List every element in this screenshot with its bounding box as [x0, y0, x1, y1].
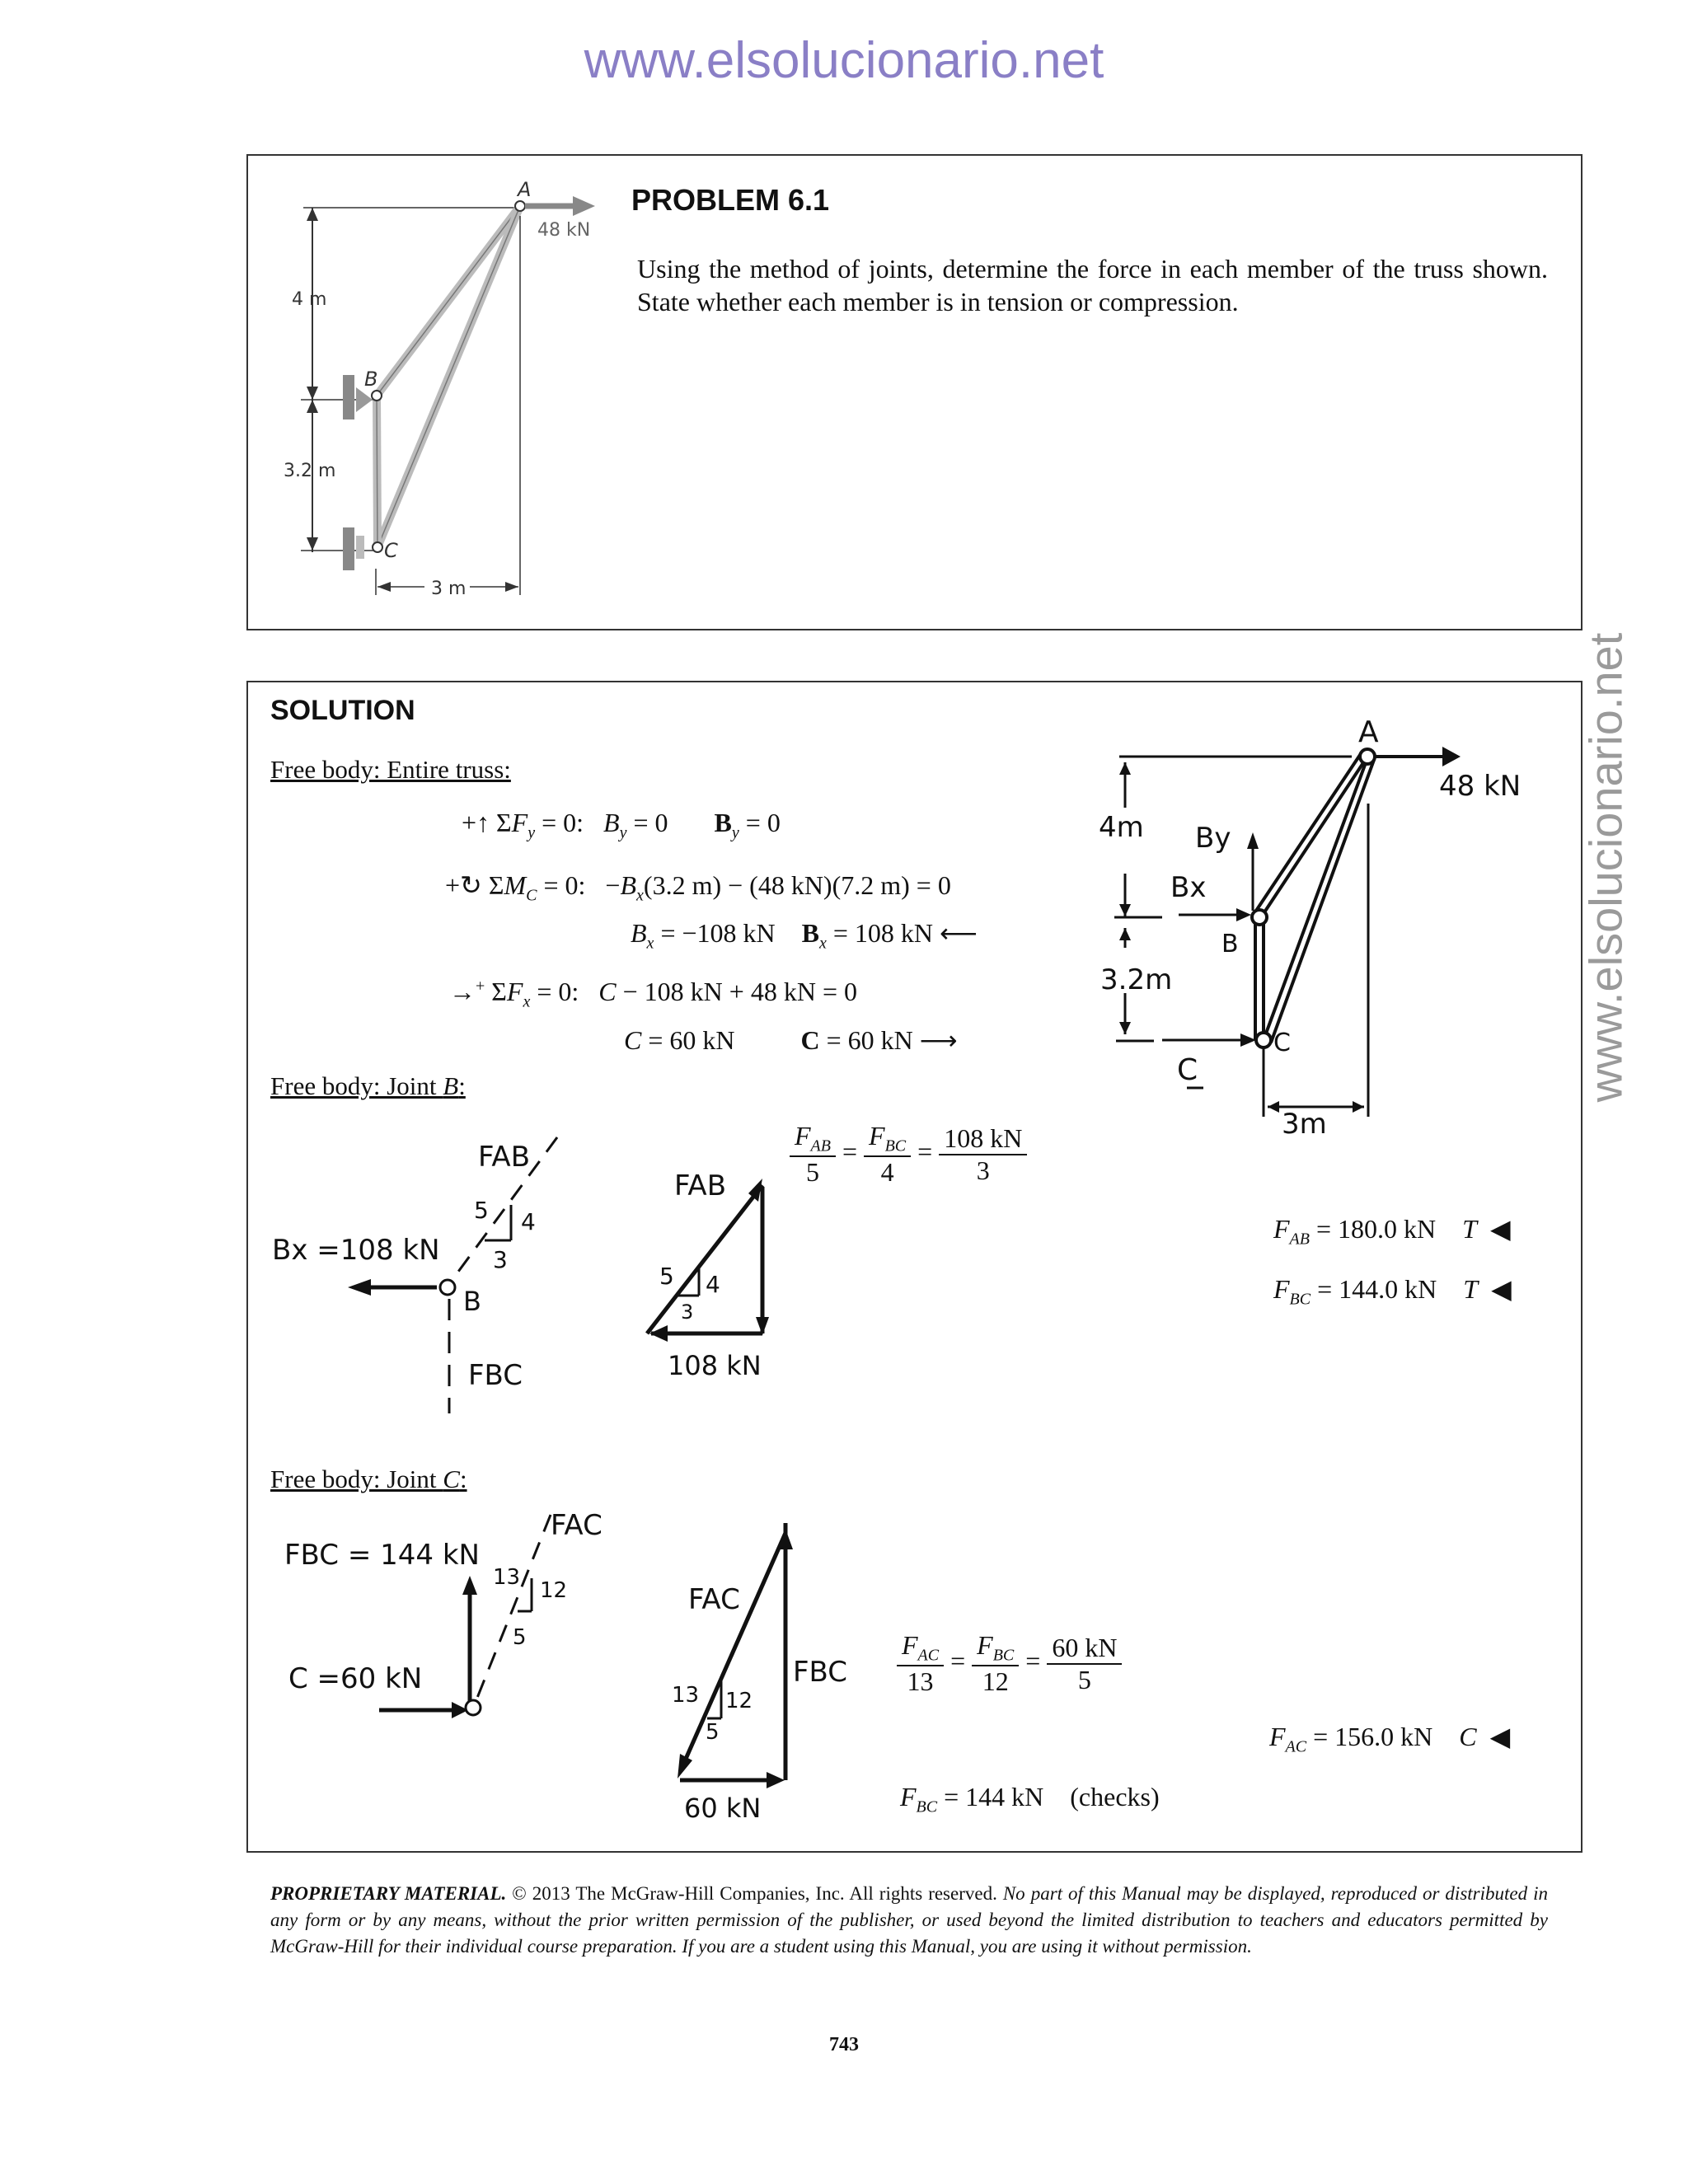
eq-c: C = 60 kN C = 60 kN ⟶ — [624, 1025, 958, 1055]
eq-sum-fx: →+ $\Sigma F_x = 0$: C − 108 kN + 48 kN = 0 — [449, 977, 857, 1011]
jc-tri-bottom: 60 kN — [684, 1793, 762, 1824]
footer-restriction: No part of this Manual may be displayed, reproduced or distributed in any form or by any means, without the prior written permission of the publisher, or used beyond the limited distribution to teachers and educators permitted by McGraw-Hill for their individual course preparation. If you are a student using this Manual, you are using it without permission. — [270, 1883, 1548, 1957]
sketch-label-a: A — [1358, 715, 1379, 749]
solution-title: SOLUTION — [270, 695, 415, 726]
footer-lead: PROPRIETARY MATERIAL. — [270, 1883, 507, 1904]
problem-title: PROBLEM 6.1 — [631, 183, 830, 217]
fig-label-a: A — [518, 178, 532, 201]
fig-dim-4m: 4 m — [292, 289, 327, 310]
footer-copyright: © 2013 The McGraw-Hill Companies, Inc. All rights reserved. — [506, 1883, 1003, 1904]
jb-slope-5: 5 — [474, 1197, 489, 1224]
jb-fbc: FBC — [468, 1359, 523, 1392]
eq-joint-b-ratio: $\frac{F_{AB}}{5}$ = $\frac{F_{BC}}{4}$ = $\frac{108 kN}{3}$ — [790, 1121, 1027, 1188]
section-joint-c: Free body: Joint C: — [270, 1465, 467, 1493]
jb-tri-fab: FAB — [674, 1169, 727, 1202]
jc-c: C =60 kN — [288, 1662, 423, 1695]
jb-bx: Bx =108 kN — [272, 1234, 440, 1267]
jb-fab: FAB — [478, 1141, 531, 1174]
eq-sum-fy: +↑ $\Sigma F_y = 0$: $B_y = 0$ $B_y = 0$ — [462, 808, 781, 842]
result-fab: $F_{AB} = 180.0$ kN T ◀ — [1273, 1214, 1511, 1249]
jb-b: B — [463, 1286, 481, 1317]
jb-slope-4: 4 — [521, 1208, 536, 1235]
eq-sum-mc: +↻ $\Sigma M_C = 0$: $-B_x(3.2$ m) − (48 kN)(7.2 m) = 0 — [445, 870, 951, 905]
fig-dim-32m: 3.2 m — [284, 461, 336, 481]
jb-tri-3: 3 — [681, 1301, 694, 1324]
sketch-bx: Bx — [1170, 871, 1207, 904]
sketch-load: 48 kN — [1439, 770, 1522, 803]
section-entire-truss: Free body: Entire truss: — [270, 755, 511, 784]
jc-tri-12: 12 — [725, 1689, 753, 1713]
jc-tri-5: 5 — [706, 1720, 720, 1745]
sketch-dim-32m: 3.2m — [1100, 963, 1173, 996]
eq-joint-c-ratio: $\frac{F_{AC}}{13}$ = $\frac{F_{BC}}{12}$ = $\frac{60 kN}{5}$ — [897, 1630, 1122, 1697]
sketch-dim-3m: 3m — [1282, 1108, 1327, 1141]
page-number: 743 — [829, 2034, 859, 2055]
jc-slope-13: 13 — [493, 1565, 521, 1590]
result-fac: $F_{AC} = 156.0$ kN C ◀ — [1269, 1722, 1511, 1756]
jc-tri-fbc: FBC — [793, 1656, 848, 1689]
fig-label-b: B — [364, 368, 378, 391]
result-fbc: $F_{BC} = 144.0$ kN T ◀ — [1273, 1274, 1512, 1309]
jc-fbc: FBC = 144 kN — [284, 1539, 480, 1572]
sketch-label-c: C — [1273, 1029, 1291, 1057]
jb-slope-3: 3 — [493, 1246, 508, 1273]
watermark-side: www.elsolucionario.net — [1579, 632, 1632, 1103]
fig-label-c: C — [384, 539, 398, 562]
jc-tri-fac: FAC — [688, 1583, 740, 1616]
jb-tri-bottom: 108 kN — [668, 1350, 762, 1381]
eq-bx: $B_x = -108$ kN $B_x = 108$ kN ⟵ — [631, 918, 978, 953]
sketch-dim-4m: 4m — [1099, 811, 1144, 844]
jc-tri-13: 13 — [672, 1683, 700, 1708]
jc-slope-5: 5 — [513, 1625, 527, 1650]
section-joint-b: Free body: Joint B: — [270, 1071, 466, 1100]
jb-tri-5: 5 — [659, 1263, 674, 1290]
problem-statement: Using the method of joints, determine the force in each member of the truss shown. State whether each member is in tension or compression. — [637, 254, 1548, 316]
sketch-label-b: B — [1221, 930, 1239, 958]
sketch-by: By — [1195, 822, 1231, 855]
fig-dim-3m: 3 m — [431, 579, 467, 599]
sketch-c-force: C — [1177, 1053, 1198, 1087]
fig-load: 48 kN — [537, 220, 591, 241]
result-fbc-check: $F_{BC} = 144$ kN (checks) — [900, 1782, 1160, 1816]
footer-notice — [270, 1881, 1548, 1960]
watermark-top: www.elsolucionario.net — [584, 32, 1104, 89]
jc-slope-12: 12 — [540, 1578, 568, 1603]
jc-fac: FAC — [551, 1509, 603, 1542]
jb-tri-4: 4 — [706, 1271, 720, 1298]
